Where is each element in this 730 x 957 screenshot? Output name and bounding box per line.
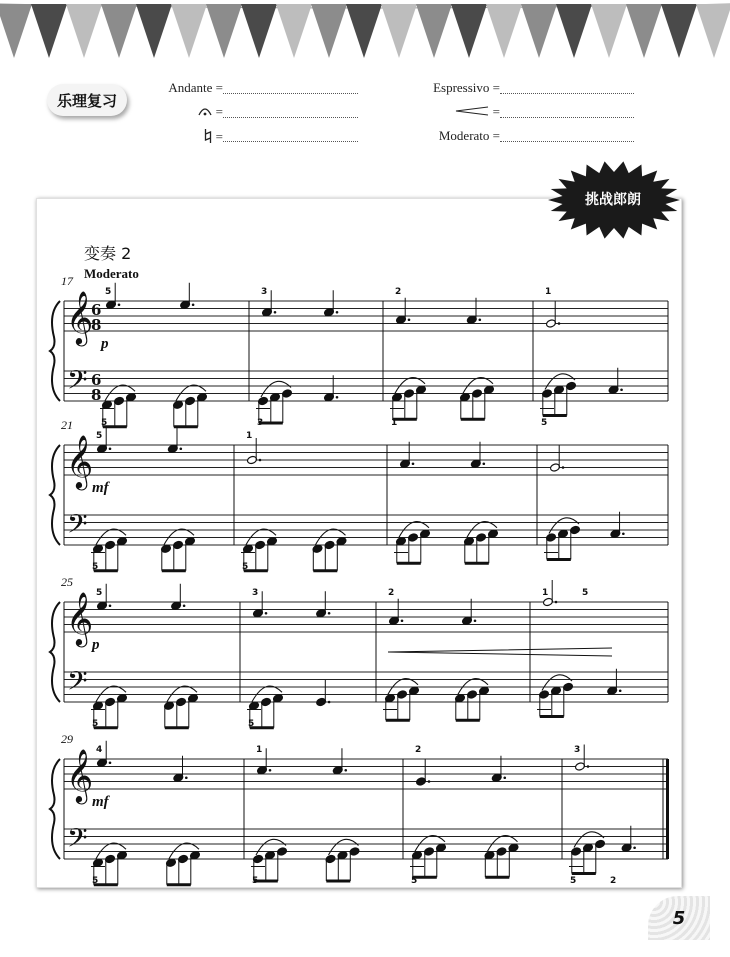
review-term-moderato: Moderato = [438, 128, 500, 143]
augmentation-dot [185, 776, 188, 779]
augmentation-dot [479, 318, 482, 321]
augmentation-dot [562, 466, 565, 469]
fingering-number: 3 [257, 418, 264, 428]
bass-clef-icon: 𝄢 [67, 364, 88, 402]
augmentation-dot [180, 447, 183, 450]
measure-number: 17 [61, 274, 73, 288]
fingering-number: 5 [411, 876, 418, 886]
augmentation-dot [620, 388, 623, 391]
fingering-number: 2 [415, 745, 422, 755]
bass-clef-icon: 𝄢 [67, 508, 88, 546]
fingering-number: 5 [96, 588, 103, 598]
augmentation-dot [328, 612, 331, 615]
augmentation-dot [192, 303, 195, 306]
augmentation-dot [328, 701, 331, 704]
augmentation-dot [401, 619, 404, 622]
bass-clef-icon: 𝄢 [67, 665, 88, 703]
page-number: 5 [648, 896, 710, 940]
bass-clef-icon: 𝄢 [67, 822, 88, 860]
review-term-crescendo: = [455, 104, 500, 120]
fingering-number: 5 [248, 719, 255, 729]
augmentation-dot [109, 604, 112, 607]
fingering-number: 1 [256, 745, 263, 755]
augmentation-dot [274, 311, 277, 314]
review-term-fermata: = [198, 104, 223, 120]
time-signature-numerator: 6 [91, 371, 102, 389]
system-3 [50, 575, 668, 729]
fingering-number: 4 [96, 745, 103, 755]
review-term-espressivo: Espressivo = [433, 80, 500, 95]
fingering-number: 1 [391, 418, 398, 428]
augmentation-dot [412, 462, 415, 465]
measure-number: 29 [61, 732, 73, 746]
time-signature-denominator: 8 [91, 316, 102, 334]
crescendo-hairpin [388, 648, 612, 656]
dynamic-marking: p [92, 637, 100, 653]
augmentation-dot [619, 689, 622, 692]
augmentation-dot [109, 447, 112, 450]
fingering-number: 3 [252, 588, 259, 598]
treble-clef-icon: 𝄞 [66, 591, 94, 645]
augmentation-dot [555, 601, 558, 604]
review-term-andante: Andante = [168, 80, 223, 95]
fingering-number: 2 [610, 876, 617, 886]
fingering-number: 3 [261, 287, 268, 297]
fingering-number: 5 [92, 876, 99, 886]
augmentation-dot [503, 776, 506, 779]
augmentation-dot [336, 396, 339, 399]
augmentation-dot [483, 462, 486, 465]
measure-number: 21 [61, 418, 73, 432]
dynamic-marking: mf [92, 480, 109, 496]
augmentation-dot [633, 846, 636, 849]
piece-title: 变奏 2 [84, 244, 132, 263]
augmentation-dot [336, 311, 339, 314]
augmentation-dot [265, 612, 268, 615]
fingering-number: 5 [92, 719, 99, 729]
augmentation-dot [109, 761, 112, 764]
augmentation-dot [622, 532, 625, 535]
augmentation-dot [428, 780, 431, 783]
system-2 [50, 418, 668, 572]
brace [50, 759, 60, 859]
fingering-number: 5 [242, 562, 249, 572]
augmentation-dot [474, 619, 477, 622]
fingering-number: 5 [92, 562, 99, 572]
brace [50, 445, 60, 545]
fingering-number: 2 [388, 588, 395, 598]
challenge-label: 挑战郎朗 [585, 192, 641, 208]
brace [50, 301, 60, 401]
treble-clef-icon: 𝄞 [66, 290, 94, 344]
fingering-number: 3 [574, 745, 581, 755]
dynamic-marking: mf [92, 794, 109, 810]
fingering-number: 5 [570, 876, 577, 886]
augmentation-dot [118, 303, 121, 306]
review-term-natural: = [204, 128, 223, 145]
augmentation-dot [587, 765, 590, 768]
augmentation-dot [408, 318, 411, 321]
dynamic-marking: p [101, 336, 109, 352]
time-signature-denominator: 8 [91, 386, 102, 404]
treble-clef-icon: 𝄞 [66, 434, 94, 488]
fingering-number: 5 [105, 287, 112, 297]
treble-clef-icon: 𝄞 [66, 748, 94, 802]
fingering-number: 5 [541, 418, 548, 428]
brace [50, 602, 60, 702]
fingering-number: 1 [246, 431, 253, 441]
fingering-number: 5 [252, 876, 259, 886]
fingering-number: 5 [101, 418, 108, 428]
fingering-number: 1 [542, 588, 549, 598]
augmentation-dot [558, 322, 561, 325]
system-4 [50, 732, 669, 886]
augmentation-dot [344, 769, 347, 772]
augmentation-dot [259, 459, 262, 462]
fingering-number: 2 [395, 287, 402, 297]
system-1 [50, 274, 668, 428]
tempo-marking: Moderato [84, 266, 139, 281]
time-signature-numerator: 6 [91, 301, 102, 319]
fingering-number: 5 [582, 588, 589, 598]
theory-review-label: 乐理复习 [56, 91, 117, 110]
augmentation-dot [183, 604, 186, 607]
augmentation-dot [269, 769, 272, 772]
fingering-number: 1 [545, 287, 552, 297]
final-barline-thick [666, 759, 669, 859]
fingering-number: 5 [96, 431, 103, 441]
measure-number: 25 [61, 575, 73, 589]
